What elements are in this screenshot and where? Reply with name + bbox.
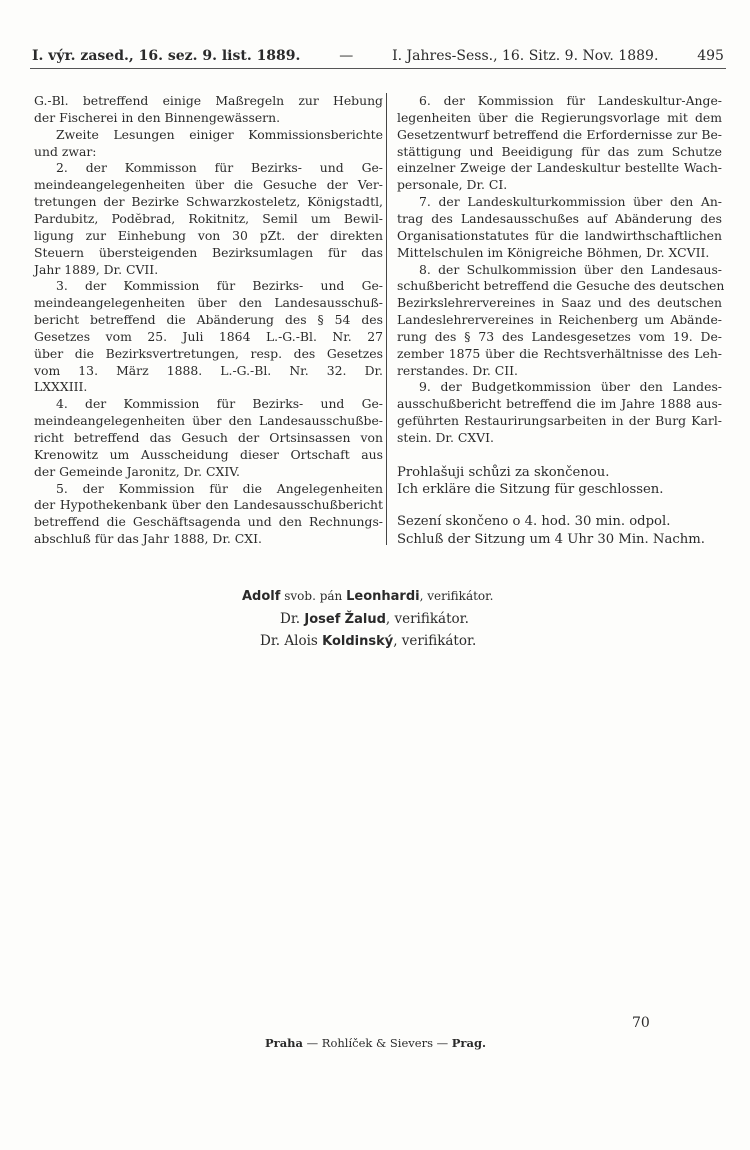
text-line: legenheiten über die Regierungsvorlage mit dem bbox=[397, 109, 722, 125]
text-line: LXXXIII. bbox=[34, 379, 88, 395]
text-line: rerstandes. Dr. CII. bbox=[397, 362, 518, 378]
text-line: meindeangelegenheiten über die Gesuche der Ver- bbox=[34, 177, 383, 193]
header-page-number: 495 bbox=[697, 48, 724, 64]
text-line: zember 1875 über die Rechtsverhältnisse des Leh- bbox=[397, 345, 722, 361]
running-header bbox=[32, 48, 724, 64]
text-line: Steuern übersteigenden Bezirksumlagen für das bbox=[34, 244, 383, 260]
text-line: ausschußbericht betreffend die im Jahre 1888 aus- bbox=[397, 396, 722, 412]
text-line: 8. der Schulkommission über den Landesaus- bbox=[419, 261, 722, 277]
text-line: Pardubitz, Podĕbrad, Rokitnitz, Semil um Bewil- bbox=[34, 210, 383, 226]
text-line: der Hypothekenbank über den Landesausschußbericht bbox=[34, 497, 383, 513]
header-rule bbox=[30, 68, 726, 69]
text-line: meindeangelegenheiten über den Landesausschuß- bbox=[34, 295, 383, 311]
text-line: über die Bezirksvertretungen, resp. des Gesetzes bbox=[34, 345, 383, 361]
signature-line: Dr. Alois Koldinský, verifikátor. bbox=[260, 633, 477, 649]
header-german: I. Jahres-Sess., 16. Sitz. 9. Nov. 1889. bbox=[392, 48, 659, 64]
text-line: Organisationstatutes für die landwirthschaftlichen bbox=[397, 227, 722, 243]
text-line: der Gemeinde Jaronitz, Dr. CXIV. bbox=[34, 463, 240, 479]
text-line: Zweite Lesungen einiger Kommissionsberichte bbox=[56, 126, 383, 142]
text-line: und zwar: bbox=[34, 143, 97, 159]
text-line: Jahr 1889, Dr. CVII. bbox=[34, 261, 159, 277]
text-line: ligung zur Einhebung von 30 pZt. der direkten bbox=[34, 227, 383, 243]
closing-czech: Prohlašuji schůzi za skončenou. bbox=[397, 465, 610, 480]
text-line: Landeslehrervereines in Reichenberg um Abände- bbox=[397, 312, 722, 328]
text-line: Gesetzentwurf betreffend die Erfordernisse zur Be- bbox=[397, 126, 722, 142]
text-line: betreffend die Geschäftsagenda und den Rechnungs- bbox=[34, 514, 383, 530]
text-line: stein. Dr. CXVI. bbox=[397, 430, 494, 445]
signature-line: Dr. Josef Žalud, verifikátor. bbox=[280, 611, 469, 627]
text-line: vom 13. März 1888. L.-G.-Bl. Nr. 32. Dr. bbox=[34, 362, 383, 378]
text-line: richt betreffend das Gesuch der Ortsinsassen von bbox=[34, 430, 383, 445]
text-line: G.-Bl. betreffend einige Maßregeln zur Hebung bbox=[34, 93, 383, 108]
text-line: tretungen der Bezirke Schwarzkosteletz, Königstadtl, bbox=[34, 194, 383, 210]
text-line: 7. der Landeskulturkommission über den An- bbox=[419, 194, 722, 210]
column-divider bbox=[386, 93, 387, 545]
text-line: 2. der Kommisson für Bezirks- und Ge- bbox=[56, 160, 383, 176]
text-line: Krenowitz um Ausscheidung dieser Ortschaft aus bbox=[34, 446, 383, 462]
text-line: Gesetzes vom 25. Juli 1864 L.-G.-Bl. Nr. 27 bbox=[34, 328, 383, 344]
text-line: 5. der Kommission für die Angelegenheiten bbox=[56, 480, 383, 496]
sheet-number: 70 bbox=[632, 1015, 650, 1031]
text-line: Bezirkslehrervereines in Saaz und des deutschen bbox=[397, 295, 722, 311]
text-line: trag des Landesausschußes auf Abänderung des bbox=[397, 210, 722, 226]
closing-german: Ich erkläre die Sitzung für geschlossen. bbox=[397, 482, 664, 497]
text-line: bericht betreffend die Abänderung des § 54 des bbox=[34, 312, 383, 328]
text-line: der Fischerei in den Binnengewässern. bbox=[34, 109, 281, 125]
text-line: personale, Dr. CI. bbox=[397, 177, 508, 193]
session-end-german: Schluß der Sitzung um 4 Uhr 30 Min. Nachm. bbox=[397, 532, 705, 547]
session-end-czech: Sezení skončeno o 4. hod. 30 min. odpol. bbox=[397, 514, 671, 529]
printer-imprint: Praha — Rohlíček & Sievers — Prag. bbox=[265, 1036, 486, 1050]
text-line: meindeangelegenheiten über den Landesausschußbe- bbox=[34, 413, 383, 429]
text-line: abschluß für das Jahr 1888, Dr. CXI. bbox=[34, 531, 262, 547]
text-line: 9. der Budgetkommission über den Landes- bbox=[419, 379, 722, 395]
header-separator: — bbox=[339, 48, 354, 64]
text-line: schußbericht betreffend die Gesuche des deutschen bbox=[397, 278, 725, 294]
text-line: einzelner Zweige der Landeskultur bestellte Wach- bbox=[397, 160, 722, 176]
text-line: stättigung und Beeidigung für das zum Schutze bbox=[397, 143, 722, 159]
text-line: rung des § 73 des Landesgesetzes vom 19. De- bbox=[397, 328, 722, 344]
text-line: geführten Restaurirungsarbeiten in der Burg Karl- bbox=[397, 413, 722, 429]
text-line: 6. der Kommission für Landeskultur-Ange- bbox=[419, 93, 722, 108]
text-line: 3. der Kommission für Bezirks- und Ge- bbox=[56, 278, 383, 294]
text-line: 4. der Kommission für Bezirks- und Ge- bbox=[56, 396, 383, 412]
text-line: Mittelschulen im Königreiche Böhmen, Dr. XCVII. bbox=[397, 244, 710, 260]
header-czech: I. výr. zased., 16. sez. 9. list. 1889. bbox=[32, 48, 301, 64]
signature-line: Adolf svob. pán Leonhardi, verifikátor. bbox=[242, 589, 494, 604]
